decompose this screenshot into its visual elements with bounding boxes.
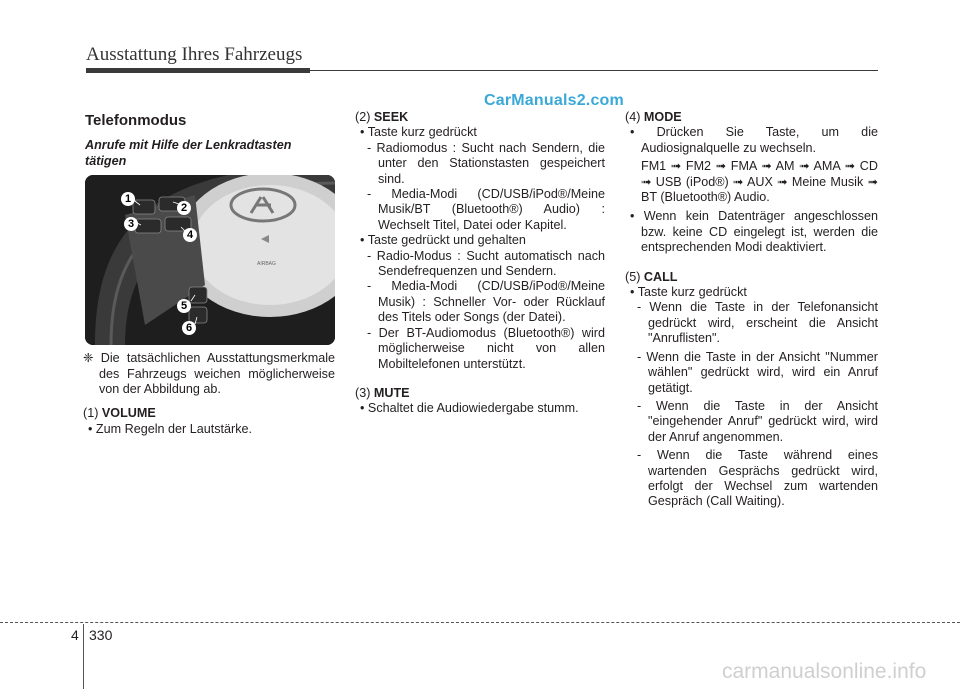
mode-bullet: • Drücken Sie Taste, um die Audiosignalquelle zu wechseln. [630, 125, 878, 155]
note-text: Die tatsächlichen Ausstattungsmerkmale des Fahrzeugs weichen möglicherweise von der Abbildung ab. [99, 351, 335, 397]
call-bullet: • Taste kurz gedrückt [630, 285, 747, 300]
item-number: (4) [625, 110, 641, 124]
item-volume-heading [83, 406, 335, 421]
item-mode-heading [625, 110, 878, 125]
seek-long-radio: - Radio-Modus : Sucht automatisch nach Sendefrequenzen und Sendern. [367, 248, 605, 279]
steering-wheel-figure [85, 175, 335, 345]
header-rule-thick [86, 68, 310, 73]
footer-dashed-rule [0, 622, 960, 623]
column-3 [625, 110, 878, 510]
item-number: (3) [355, 385, 371, 400]
mute-bullet: • Schaltet die Audiowiedergabe stumm. [360, 401, 579, 416]
callout-6: 6 [182, 321, 196, 335]
column-2 [355, 110, 605, 417]
column-1 [83, 110, 335, 437]
item-seek-heading [355, 110, 605, 125]
bullet-text: Zum Regeln der Lautstärke. [95, 421, 253, 436]
seek-long-bullet: • Taste gedrückt und gehalten [360, 233, 526, 248]
bullet-text: Wenn kein Datenträger angeschlossen bzw. keine CD eingelegt ist, werden die entsprechenden Modi deaktiviert. [641, 209, 878, 255]
item-volume-bullet: • Zum Regeln der Lautstärke. [88, 421, 253, 436]
call-sub-2: - Wenn die Taste in der Ansicht "Nummer wählen" gedrückt wird, wird ein Anruf getätigt. [637, 349, 878, 395]
footer-vertical-rule [83, 624, 84, 689]
mode-bullet-2: • Wenn kein Datenträger angeschlossen bzw. keine CD eingelegt ist, werden die entsprechenden Modi deaktiviert. [630, 209, 878, 255]
bullet-text: Drücken Sie Taste, um die Audiosignalquelle zu wechseln. [641, 125, 878, 155]
item-name: MODE [643, 110, 682, 124]
mode-sequence: FM1 ➟ FM2 ➟ FMA ➟ AM ➟ AMA ➟ CD ➟ USB (iPod®) ➟ AUX ➟ Meine Musik ➟ BT (Bluetooth®) Audio. [641, 159, 878, 205]
call-sub-4: - Wenn die Taste während eines wartenden Gesprächs gedrückt wird, erfolgt der Wechsel zum wartenden Gespräch (Call Waiting). [637, 448, 878, 509]
subsection-title: Anrufe mit Hilfe der Lenkradtasten tätigen [85, 138, 292, 168]
section-title: Telefonmodus [85, 112, 187, 129]
item-mute-heading [355, 386, 605, 401]
item-number: (5) [625, 269, 641, 284]
bullet-text: Taste kurz gedrückt [367, 125, 477, 140]
item-number: (2) [355, 110, 371, 124]
callout-1: 1 [121, 192, 135, 206]
bullet-text: Taste kurz gedrückt [637, 285, 747, 300]
watermark-top[interactable]: CarManuals2.com [484, 92, 624, 109]
header-rule-thin [310, 70, 878, 71]
item-name: MUTE [373, 385, 410, 400]
item-name: VOLUME [101, 406, 156, 421]
item-name: SEEK [373, 110, 409, 124]
chapter-number: 4 [71, 627, 79, 643]
page-number: 330 [89, 627, 113, 643]
seek-long-bt: - Der BT-Audiomodus (Bluetooth®) wird möglicherweise nicht von allen Mobiltelefonen unterstützt. [367, 325, 605, 371]
running-header: Ausstattung Ihres Fahrzeugs [86, 44, 303, 65]
svg-text:AIRBAG: AIRBAG [257, 261, 276, 268]
callout-4: 4 [183, 228, 197, 242]
item-number: (1) [83, 406, 99, 421]
seek-short-radio: - Radiomodus : Sucht nach Sendern, die unter den Stationstasten gespeichert sind. [367, 140, 605, 186]
note-symbol: ❈ [83, 351, 94, 366]
bullet-text: Schaltet die Audiowiedergabe stumm. [367, 401, 579, 416]
callout-5: 5 [177, 299, 191, 313]
call-sub-3: - Wenn die Taste in der Ansicht "eingehender Anruf" gedrückt wird, wird der Anruf angenommen. [637, 398, 878, 444]
callout-3: 3 [124, 217, 138, 231]
bullet-text: Taste gedrückt und gehalten [367, 233, 526, 248]
seek-short-bullet: • Taste kurz gedrückt [360, 125, 477, 140]
item-name: CALL [643, 269, 678, 284]
seek-short-media: - Media-Modi (CD/USB/iPod®/Meine Musik/BT (Bluetooth®) Audio) : Wechselt Titel, Datei oder Kapitel. [367, 187, 605, 232]
figure-note [83, 351, 335, 397]
callout-2: 2 [177, 201, 191, 215]
item-call-heading [625, 270, 878, 285]
seek-long-media: - Media-Modi (CD/USB/iPod®/Meine Musik) : Schneller Vor- oder Rücklauf des Titels oder Songs (der Datei). [367, 279, 605, 325]
call-sub-1: - Wenn die Taste in der Telefonansicht gedrückt wird, erscheint die Ansicht "Anruflisten". [637, 300, 878, 346]
watermark-bottom[interactable]: carmanualsonline.info [722, 660, 927, 683]
